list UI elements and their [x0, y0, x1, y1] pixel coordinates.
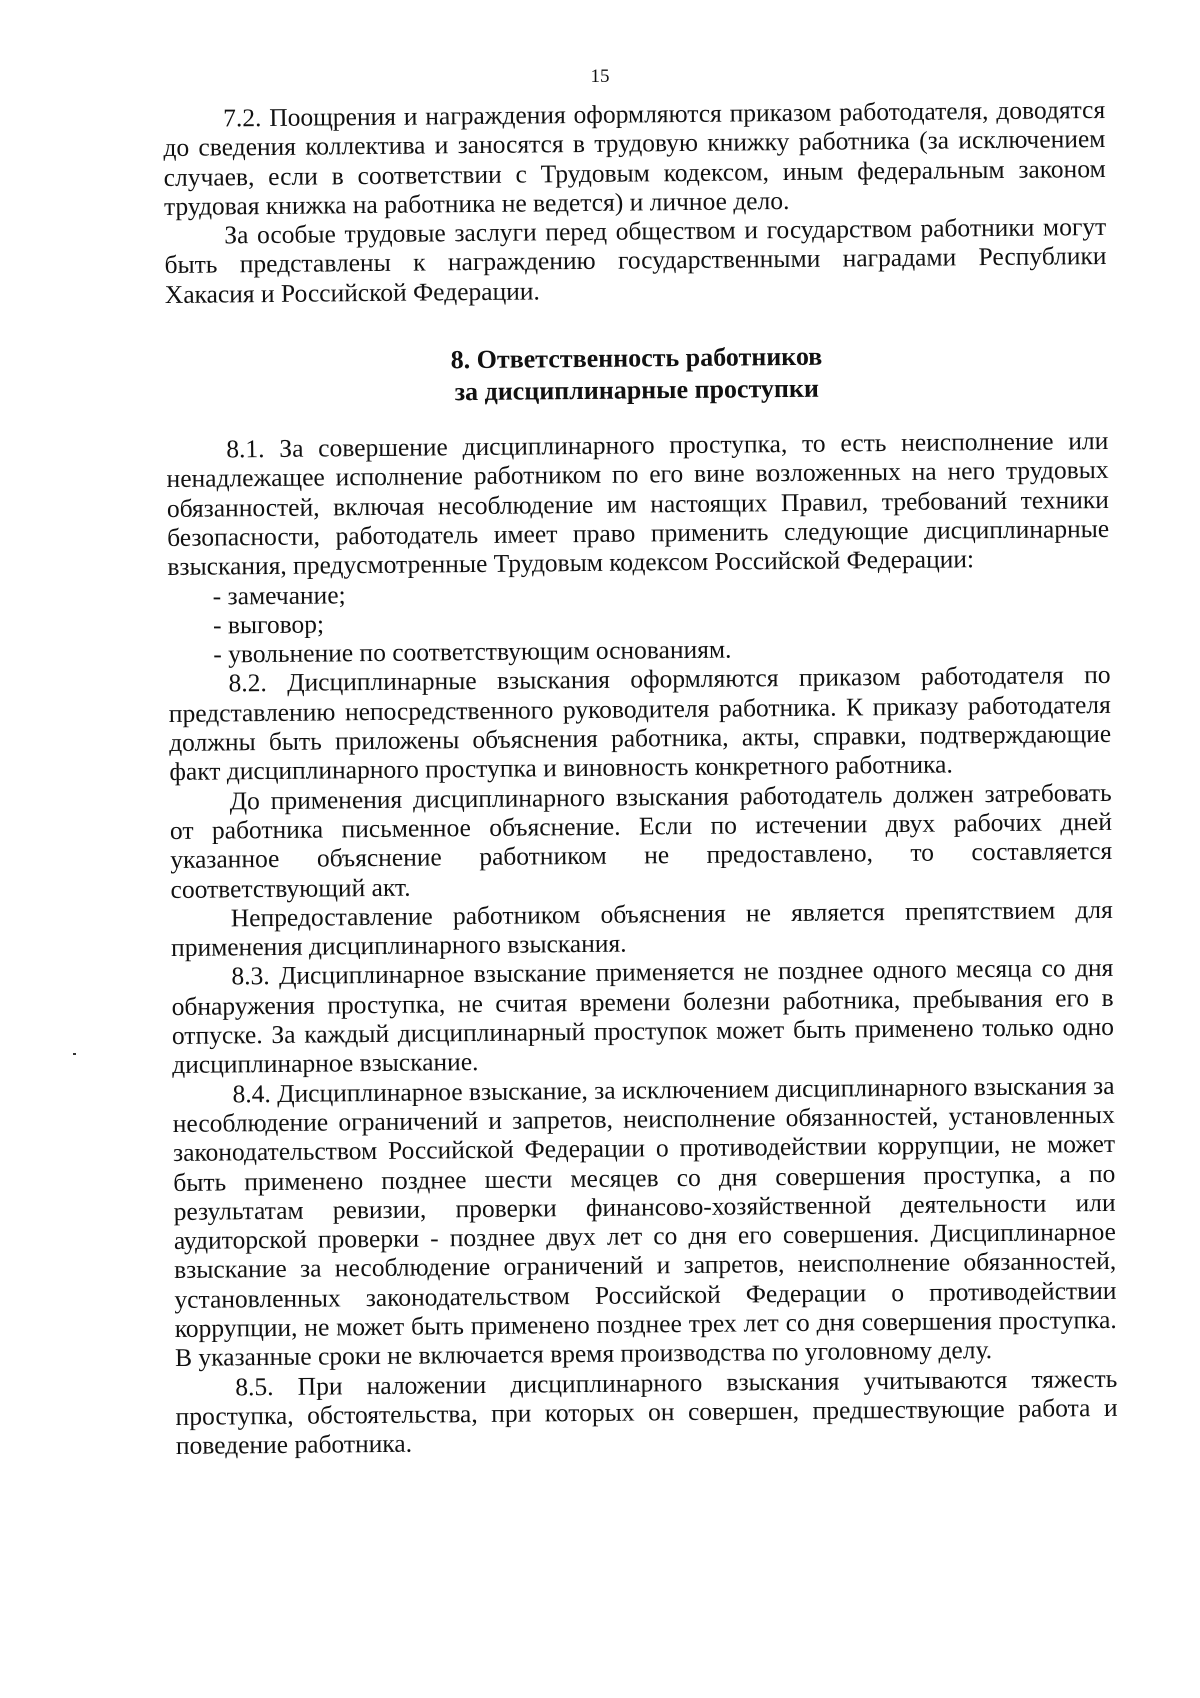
paragraph-8-5: 8.5. При наложении дисциплинарного взыскания учитываются тяжесть проступка, обстоятельства, при которых он совершен, предшествующие работа и поведение работника. [175, 1363, 1118, 1461]
document-body [163, 95, 1118, 1460]
paragraph-8-2: 8.2. Дисциплинарные взыскания оформляются приказом работодателя по представлению непосредственного руководителя работника. К приказу работодателя должны быть приложены объяснения работника, акты, справки, подтверждающие факт дисциплинарного проступка и виновность конкретного работника. [168, 660, 1112, 787]
paragraph-7-2: 7.2. Поощрения и награждения оформляются приказом работодателя, доводятся до сведения коллектива и заносятся в трудовую книжку работника (за исключением случаев, если в соответствии с Трудовым кодексом, иным федеральным законом трудовая книжка на работника не ведется) и личное дело. [163, 94, 1106, 221]
paragraph-explanation: До применения дисциплинарного взыскания работодатель должен затребовать от работника письменное объяснение. Если по истечении двух рабочих дней указанное объяснение работником не предоставлено, то составляется соответствующий акт. [169, 777, 1113, 904]
section-heading-line2: за дисциплинарные проступки [454, 373, 820, 407]
scan-speck [73, 1053, 76, 1055]
penalty-item-dismissal: - увольнение по соответствующим основаниям. [213, 634, 732, 669]
section-heading [165, 338, 1108, 411]
paragraph-no-explanation: Непредоставление работником объяснения не является препятствием для применения дисциплинарного взыскания. [170, 894, 1113, 963]
page-number: 15 [590, 66, 610, 87]
paragraph-state-awards: За особые трудовые заслуги перед обществом и государством работники могут быть представлены к награждению государственными наградами Республики Хакасия и Российской Федерации. [164, 212, 1107, 309]
section-heading-line1: 8. Ответственность работников [450, 341, 823, 375]
paragraph-8-1: 8.1. За совершение дисциплинарного проступка, то есть неисполнение или ненадлежащее исполнение работником по его вине возложенных на него трудовых обязанностей, включая несоблюдение им настоящих Правил, требований техники безопасности, работодатель имеет право применить следующие дисциплинарные взыскания, предусмотренные Трудовым кодексом Российской Федерации: [166, 426, 1110, 582]
paragraph-8-4: 8.4. Дисциплинарное взыскание, за исключением дисциплинарного взыскания за несоблюдение ограничений и запретов, неисполнение обязанностей, установленных законодательством Российской Федерации о противодействии коррупции, не может быть применено позднее шести месяцев со дня совершения проступка, а по результатам ревизии, проверки финансово-хозяйственной деятельности или аудиторской проверки - позднее двух лет со дня его совершения. Дисциплинарное взыскание за несоблюдение ограничений и запретов, неисполнение обязанностей, установленных законодательством Российской Федерации о противодействии коррупции, не может быть применено позднее трех лет со дня совершения проступка. В указанные сроки не включается время производства по уголовному делу. [172, 1070, 1117, 1373]
penalty-item-reprimand: - выговор; [212, 609, 325, 640]
paragraph-8-3: 8.3. Дисциплинарное взыскание применяется не позднее одного месяца со дня обнаружения проступка, не считая времени болезни работника, пребывания его в отпуске. За каждый дисциплинарный проступок может быть применено только одно дисциплинарное взыскание. [171, 953, 1115, 1080]
penalty-item-remark: - замечание; [212, 579, 346, 611]
